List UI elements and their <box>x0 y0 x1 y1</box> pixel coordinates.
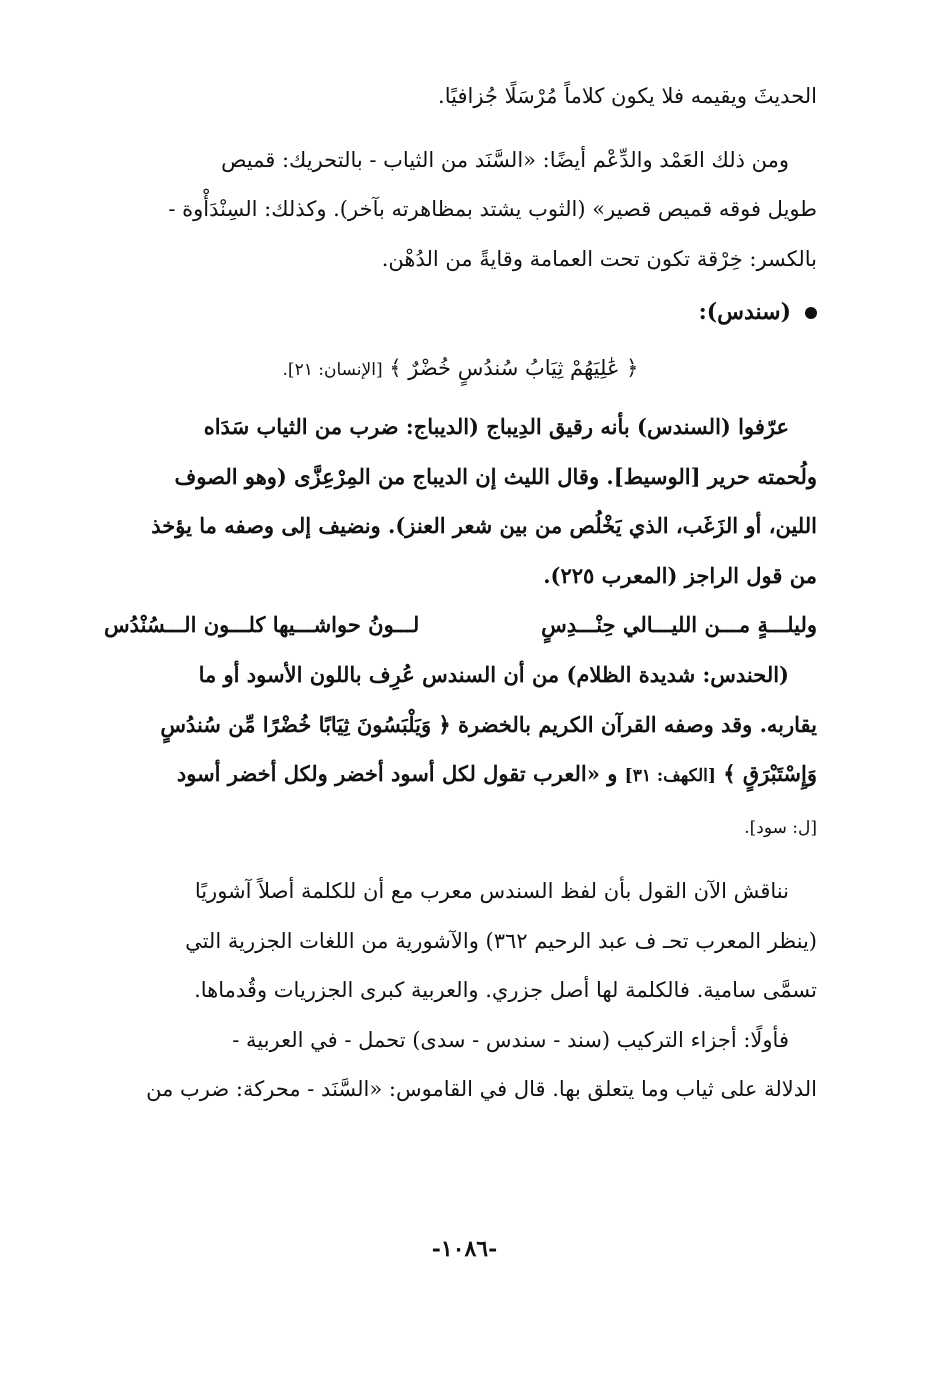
text-line: اللين، أو الزَغَب، الذي يَخْلُص من بين شعر العنز). ونضيف إلى وصفه ما يؤخذ <box>151 513 817 538</box>
text-line: نناقش الآن القول بأن لفظ السندس معرب مع أن للكلمة أصلاً آشوريًا <box>194 879 789 903</box>
text-line: فأولًا: أجزاء التركيب (سند - سندس - سدى) تحمل - في العربية - <box>232 1027 789 1052</box>
heading-text: (سندس): <box>698 299 791 325</box>
text-line <box>104 802 817 854</box>
text-line: طويل فوقه قميص قصير» (الثوب يشتد بمظاهرته بآخر). وكذلك: السِنْدَأْوة - <box>168 197 817 221</box>
text-line: ولُحمته حرير [الوسيط]. وقال الليث إن الديباج من المِرْعِزَّى (وهو الصوف <box>174 463 817 489</box>
text-line: يقاربه. وقد وصفه القرآن الكريم بالخضرة ﴿ وَيَلْبَسُونَ ثِيَابًا خُضْرًا مِّن سُندُسٍ <box>160 711 817 737</box>
text-line: الحديثَ ويقيمه فلا يكون كلاماً مُرْسَلًا جُزافيًا. <box>438 84 817 108</box>
verse-reference: [الكهف: ٣١] <box>624 766 716 786</box>
text-line: (الحندس: شديدة الظلام) من أن السندس عُرِف باللون الأسود أو ما <box>198 662 789 687</box>
text-line: من قول الراجز (المعرب ٢٢٥). <box>543 562 817 588</box>
quran-verse <box>104 342 817 396</box>
text-line: ومن ذلك العَمْد والدِّعْم أيضًا: «السَّنَد من الثياب - بالتحريك: قميص <box>221 147 789 172</box>
poem-first-hemistich: وليلـــةٍ مـــن الليـــالي حِنْـــدِسٍ <box>541 612 817 637</box>
text-line: تسمَّى سامية. فالكلمة لها أصل جزري. والعربية كبرى الجزريات وقُدماها. <box>194 978 817 1002</box>
section-heading <box>104 286 817 338</box>
text-line: الدلالة على ثياب وما يتعلق بها. قال في القاموس: «السَّنَد - محركة: ضرب من <box>146 1077 817 1101</box>
bullet-icon <box>805 307 817 319</box>
text-line <box>104 749 817 802</box>
citation: [ل: سود]. <box>744 817 817 838</box>
text-line: عرّفوا (السندس) بأنه رقيق الدِيباج (الديباج: ضرب من الثياب سَدَاه <box>203 414 789 439</box>
poem-second-hemistich: لـــونُ حواشـــيها كلـــون الـــسُنْدُس <box>104 612 420 637</box>
text-line: بالكسر: خِرْقة تكون تحت العمامة وقايةً من الدُهْن. <box>381 246 817 271</box>
verse-text: ﴿ عَٰلِيَهُمْ ثِيَابُ سُندُسٍ خُضْرٌ ﴾ <box>389 356 639 380</box>
text-line: (ينظر المعرب تحـ ف عبد الرحيم ٣٦٢) والآشورية من اللغات الجزرية التي <box>185 928 817 953</box>
verse-reference: [الإنسان: ٢١]. <box>282 360 383 380</box>
page-number: -١٠٨٦- <box>431 1236 498 1262</box>
verse-text: وَإِسْتَبْرَقٍ ﴾ <box>723 761 817 786</box>
quote-text: و «العرب تقول لكل أسود أخضر ولكل أخضر أسود <box>176 761 618 786</box>
poem-verse <box>104 600 817 650</box>
